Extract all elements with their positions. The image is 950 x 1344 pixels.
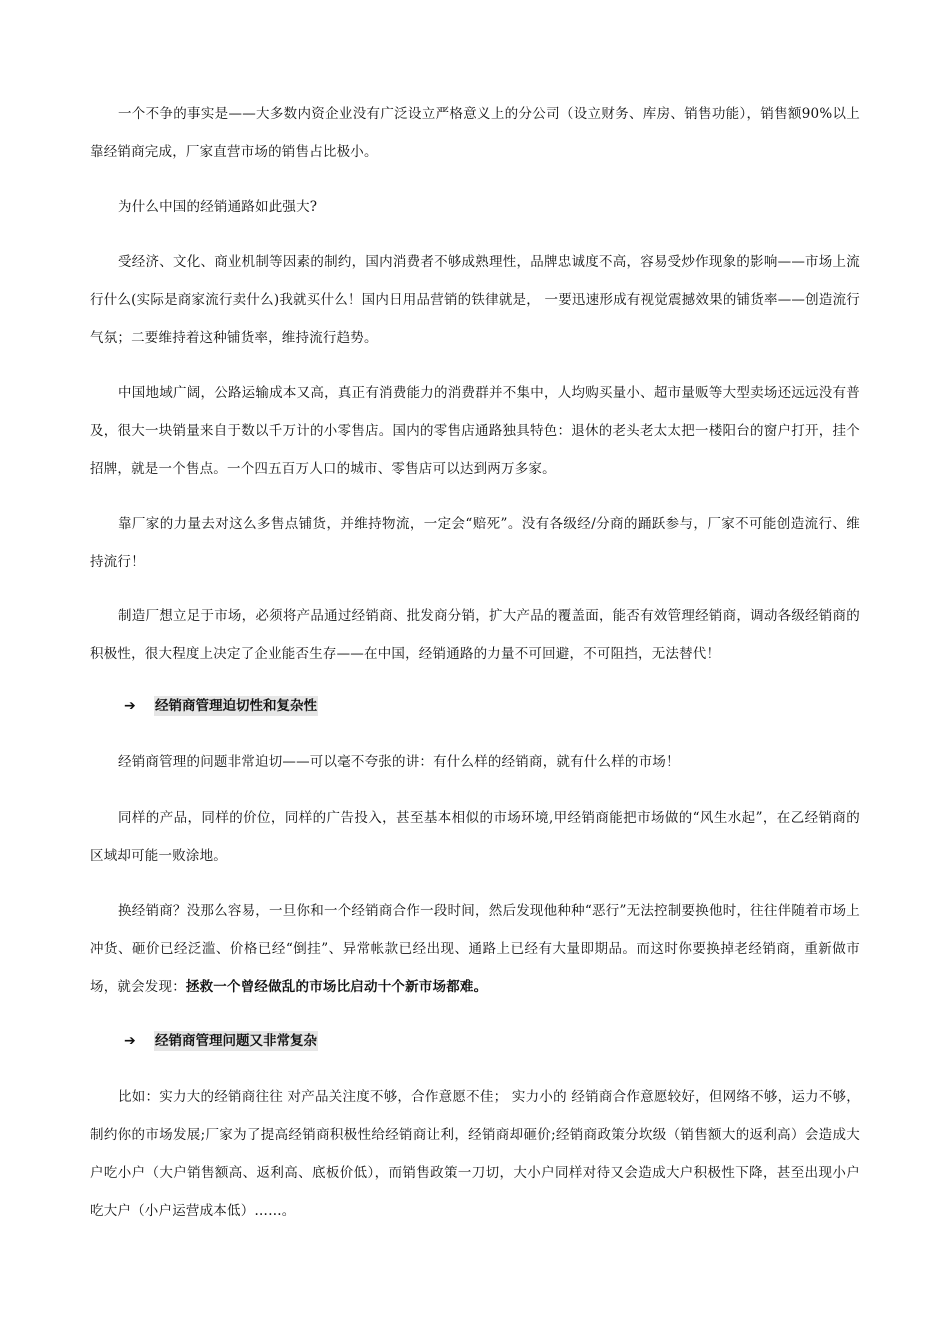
arrow-right-icon: ➔ [124,1033,136,1049]
section-heading-complexity [124,1031,318,1051]
replace-dealer-emphasis: 拯救一个曾经做乱的市场比启动十个新市场都难。 [185,979,488,995]
paragraph-manufacturer: 制造厂想立足于市场，必须将产品通过经销商、批发商分销，扩大产品的覆盖面，能否有效管理经销商，调动各级经销商的积极性，很大程度上决定了企业能否生存——在中国，经销通路的力量不可回避，不可阻挡，无法替代！ [90,608,860,662]
paragraph-question: 为什么中国的经销通路如此强大? [118,199,318,215]
replace-dealer-text: 换经销商？没那么容易，一旦你和一个经销商合作一段时间，然后发现他种种“恶行”无法控制要换他时，往往伴随着市场上冲货、砸价已经泛滥、价格已经“倒挂”、异常帐款已经出现、通路上已经有大量即期品。而这时你要换掉老经销商，重新做市场，就会发现： [90,903,860,995]
section-heading-urgency [124,696,318,716]
paragraph-example: 同样的产品，同样的价位，同样的广告投入，甚至基本相似的市场环境,甲经销商能把市场做的“风生水起”，在乙经销商的区域却可能一败涂地。 [90,810,860,864]
section-heading-text: 经销商管理迫切性和复杂性 [155,698,317,714]
paragraph-urgency: 经销商管理的问题非常迫切——可以毫不夸张的讲：有什么样的经销商，就有什么样的市场！ [118,754,680,770]
paragraph-complexity: 比如：实力大的经销商往往 对产品关注度不够，合作意愿不佳； 实力小的 经销商合作意愿较好，但网络不够，运力不够，制约你的市场发展;厂家为了提高经销商积极性给经销商让利，经销商却砸价;经销商政策分坎级（销售额大的返利高）会造成大户吃小户（大户销售额高、返利高、底板价低），而销售政策一刀切，大小户同样对待又会造成大户积极性下降，甚至出现小户吃大户（小户运营成本低）……。 [90,1089,860,1219]
arrow-right-icon: ➔ [124,698,136,714]
paragraph-consumers: 受经济、文化、商业机制等因素的制约，国内消费者不够成熟理性，品牌忠诚度不高，容易受炒作现象的影响——市场上流行什么(实际是商家流行卖什么)我就买什么！国内日用品营销的铁律就是， 一要迅速形成有视觉震撼效果的铺货率——创造流行气氛；二要维持着这种铺货率，维持流行趋势。 [90,254,860,346]
section-heading-text: 经销商管理问题又非常复杂 [155,1033,317,1049]
paragraph-distribution: 靠厂家的力量去对这么多售点铺货，并维持物流，一定会“赔死”。没有各级经/分商的踊跃参与，厂家不可能创造流行、维持流行！ [90,516,860,570]
paragraph-replace-dealer [90,892,860,1006]
paragraph-intro: 一个不争的事实是——大多数内资企业没有广泛设立严格意义上的分公司（设立财务、库房、销售功能），销售额90%以上靠经销商完成，厂家直营市场的销售占比极小。 [90,106,860,160]
paragraph-geography: 中国地域广阔，公路运输成本又高，真正有消费能力的消费群并不集中，人均购买量小、超市量贩等大型卖场还远远没有普及，很大一块销量来自于数以千万计的小零售店。国内的零售店通路独具特色：退休的老头老太太把一楼阳台的窗户打开，挂个招牌，就是一个售点。一个四五百万人口的城市、零售店可以达到两万多家。 [90,385,860,477]
